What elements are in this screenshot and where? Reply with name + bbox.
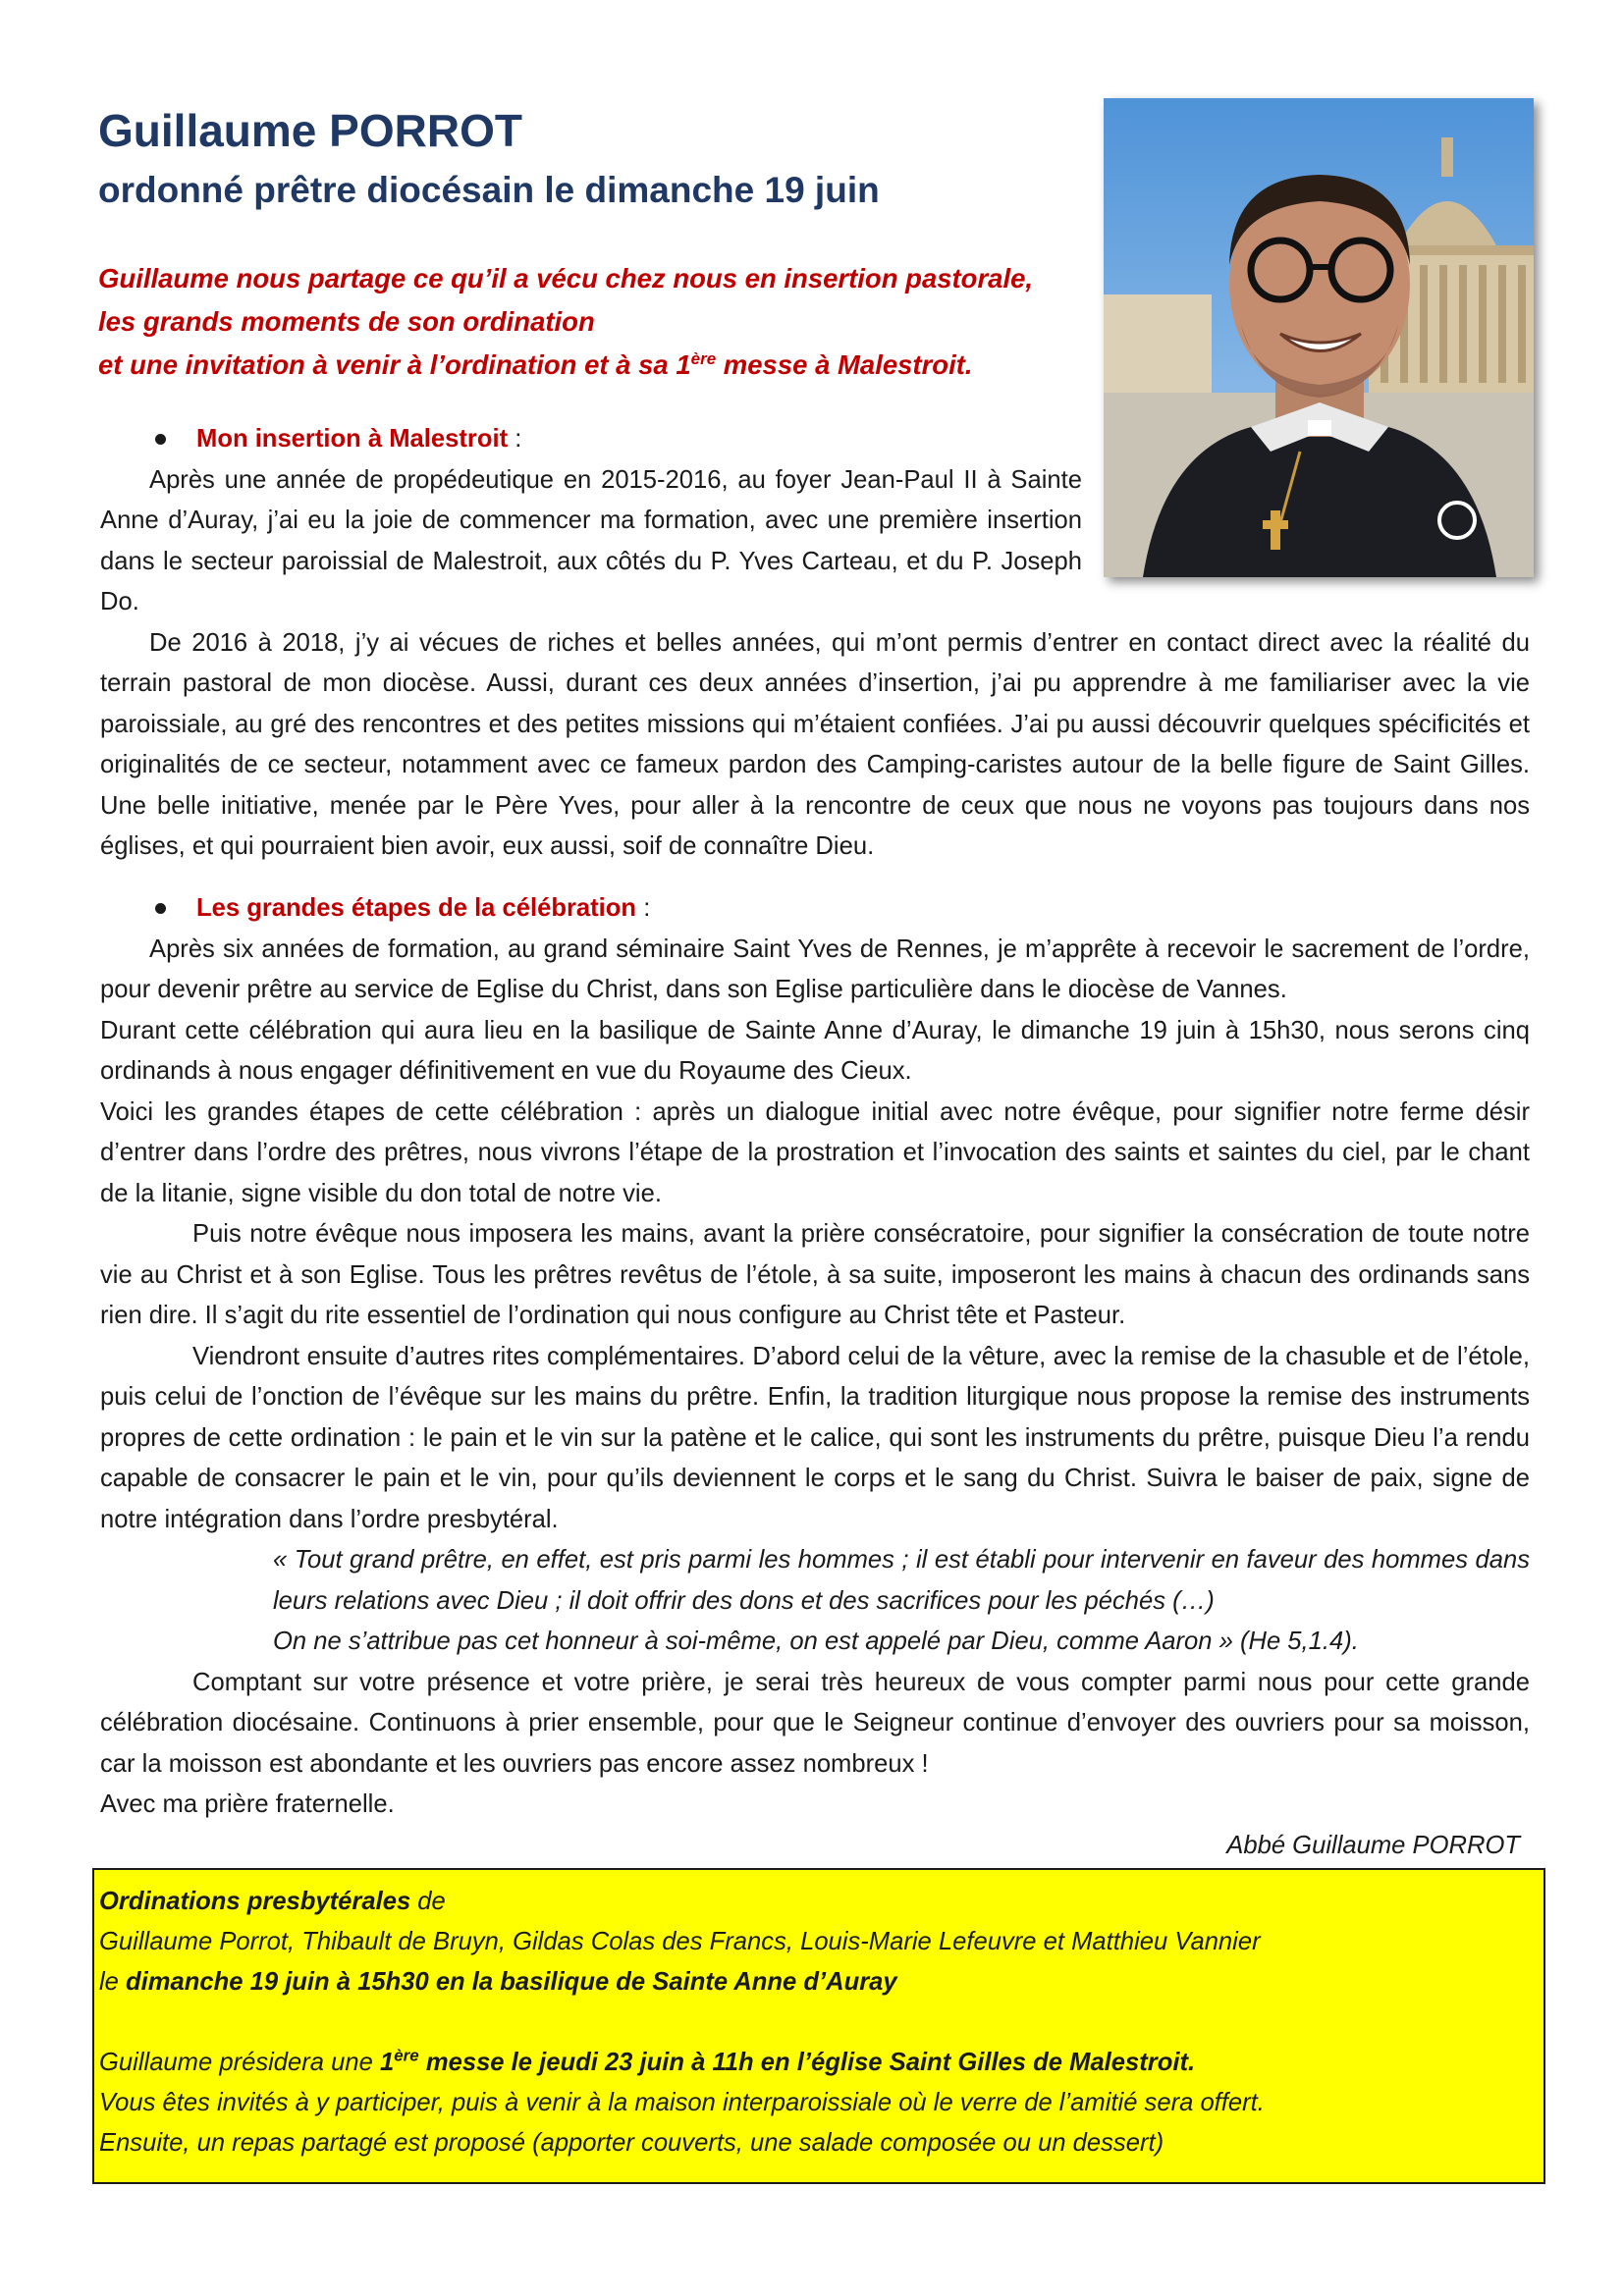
bullet-icon [155,434,166,445]
paragraph: De 2016 à 2018, j’y ai vécues de riches et belles années, qui m’ont permis d’entrer en contact direct avec la réalité du terrain pastoral de mon diocèse. Aussi, durant ces deux années d’insertion, j’ai pu apprendre à me familiariser avec la vie paroissiale, au gré des rencontres et des petites missions qui m’étaient confiées. J’ai pu aussi découvrir quelques spécificités et originalités de ce secteur, notamment avec ce fameux pardon des Camping-caristes autour de la belle figure de Saint Gilles. Une belle initiative, menée par le Père Yves, pour aller à la rencontre de ceux que nous ne voyons pas toujours dans nos églises, et qui pourraient bien avoir, eux aussi, soif de connaître Dieu. [100,628,1530,860]
section-heading [100,419,1530,460]
box-line [99,2043,1543,2083]
paragraph: Puis notre évêque nous imposera les mains, avant la prière consécratoire, pour signifier la consécration de toute notre vie au Christ et à son Eglise. Tous les prêtres revêtus de l’étole, à sa suite, imposeront les mains à chacun des ordinands sans rien dire. Il s’agit du rite essentiel de l’ordination qui nous configure au Christ tête et Pasteur. [100,1220,1530,1329]
paragraph: Viendront ensuite d’autres rites complémentaires. D’abord celui de la vêture, avec la remise de la chasuble et de l’étole, puis celui de l’onction de l’évêque sur les mains du prêtre. Enfin, la tradition liturgique nous propose la remise des instruments propres de cette ordination : le pain et le vin sur la patène et le calice, qui sont les instruments du prêtre, puisque Dieu l’a rendu capable de consacrer le pain et le vin, pour qu’ils deviennent le corps et le sang du Christ. Suivra le baiser de paix, signe de notre intégration dans l’ordre presbytéral. [100,1342,1530,1533]
box-text: de [410,1888,446,1915]
box-line [99,1882,1543,1922]
spacer [99,2002,1543,2043]
box-bold: 1 [379,2049,395,2076]
box-line: Guillaume Porrot, Thibault de Bruyn, Gildas Colas des Francs, Louis-Marie Lefeuvre et Matthieu Vannier [99,1928,1261,1955]
paragraph: Comptant sur votre présence et votre prière, je serai très heureux de vous compter parmi nous pour cette grande célébration diocésaine. Continuons à prier ensemble, pour que le Seigneur continue d’envoyer des ouvriers pour sa moisson, car la moisson est abondante et les ouvriers pas encore assez nombreux ! [100,1668,1530,1778]
intro-line: les grands moments de son ordination [98,306,595,337]
intro-text: messe à Malestroit. [716,349,973,380]
section-celebration [100,888,1530,1866]
paragraph: Avec ma prière fraternelle. [100,1790,395,1818]
section-title: Mon insertion à Malestroit [196,425,509,453]
intro-paragraph [98,257,1090,387]
section-title-suffix: : [636,894,651,922]
box-line: Ensuite, un repas partagé est proposé (apporter couverts, une salade composée ou un dessert) [99,2129,1164,2157]
paragraph: Après une année de propédeutique en 2015-2016, au foyer Jean-Paul II à Sainte Anne d’Auray, j’ai eu la joie de commencer ma formation, avec une première insertion dans le secteur paroissial de Malestroit, aux côtés du P. Yves Carteau, et du P. Joseph Do. [100,465,1082,615]
section-title: Les grandes étapes de la célébration [196,894,637,922]
section-insertion [100,419,1530,868]
box-bold: Ordinations presbytérales [99,1888,411,1915]
box-bold: ère [394,2046,419,2065]
page-subtitle: ordonné prêtre diocésain le dimanche 19 juin [98,170,880,210]
paragraph: Voici les grandes étapes de cette célébration : après un dialogue initial avec notre évêque, pour signifier notre ferme désir d’entrer dans l’ordre des prêtres, nous vivrons l’étape de la prostration et l’invocation des saints et saintes du ciel, par le chant de la litanie, signe visible du don total de notre vie. [100,1097,1530,1207]
signature: Abbé Guillaume PORROT [1226,1831,1520,1859]
box-line: Vous êtes invités à y participer, puis à venir à la maison interparoissiale où le verre de l’amitié sera offert. [99,2089,1265,2116]
section-title-suffix: : [508,425,522,453]
box-text: Guillaume présidera une [99,2049,380,2076]
box-line [99,1962,1543,2002]
intro-line: Guillaume nous partage ce qu’il a vécu chez nous en insertion pastorale, [98,263,1034,294]
paragraph: Durant cette célébration qui aura lieu en la basilique de Sainte Anne d’Auray, le dimanche 19 juin à 15h30, nous serons cinq ordinands à nous engager définitivement en vue du Royaume des Cieux. [100,1016,1530,1085]
info-box [92,1868,1545,2184]
section-heading [100,888,1530,930]
box-bold: dimanche 19 juin à 15h30 en la basilique de Sainte Anne d’Auray [126,1968,897,1996]
page-title: Guillaume PORROT [98,105,522,156]
intro-text: et une invitation à venir à l’ordination et à sa 1 [98,349,691,380]
superscript: ère [690,348,717,368]
superscript [394,2046,419,2064]
box-text: le [99,1968,127,1996]
bible-quote: On ne s’attribue pas cet honneur à soi-même, on est appelé par Dieu, comme Aaron » (He 5,1.4). [273,1628,1359,1655]
paragraph: Après six années de formation, au grand séminaire Saint Yves de Rennes, je m’apprête à recevoir le sacrement de l’ordre, pour devenir prêtre au service de Eglise du Christ, dans son Eglise particulière dans le diocèse de Vannes. [100,934,1530,1003]
bible-quote: « Tout grand prêtre, en effet, est pris parmi les hommes ; il est établi pour intervenir en faveur des hommes dans leurs relations avec Dieu ; il doit offrir des dons et des sacrifices pour les péchés (…) [273,1546,1530,1615]
box-bold: messe le jeudi 23 juin à 11h en l’église Saint Gilles de Malestroit. [418,2049,1196,2076]
intro-line [98,344,1090,387]
bullet-icon [155,903,166,914]
